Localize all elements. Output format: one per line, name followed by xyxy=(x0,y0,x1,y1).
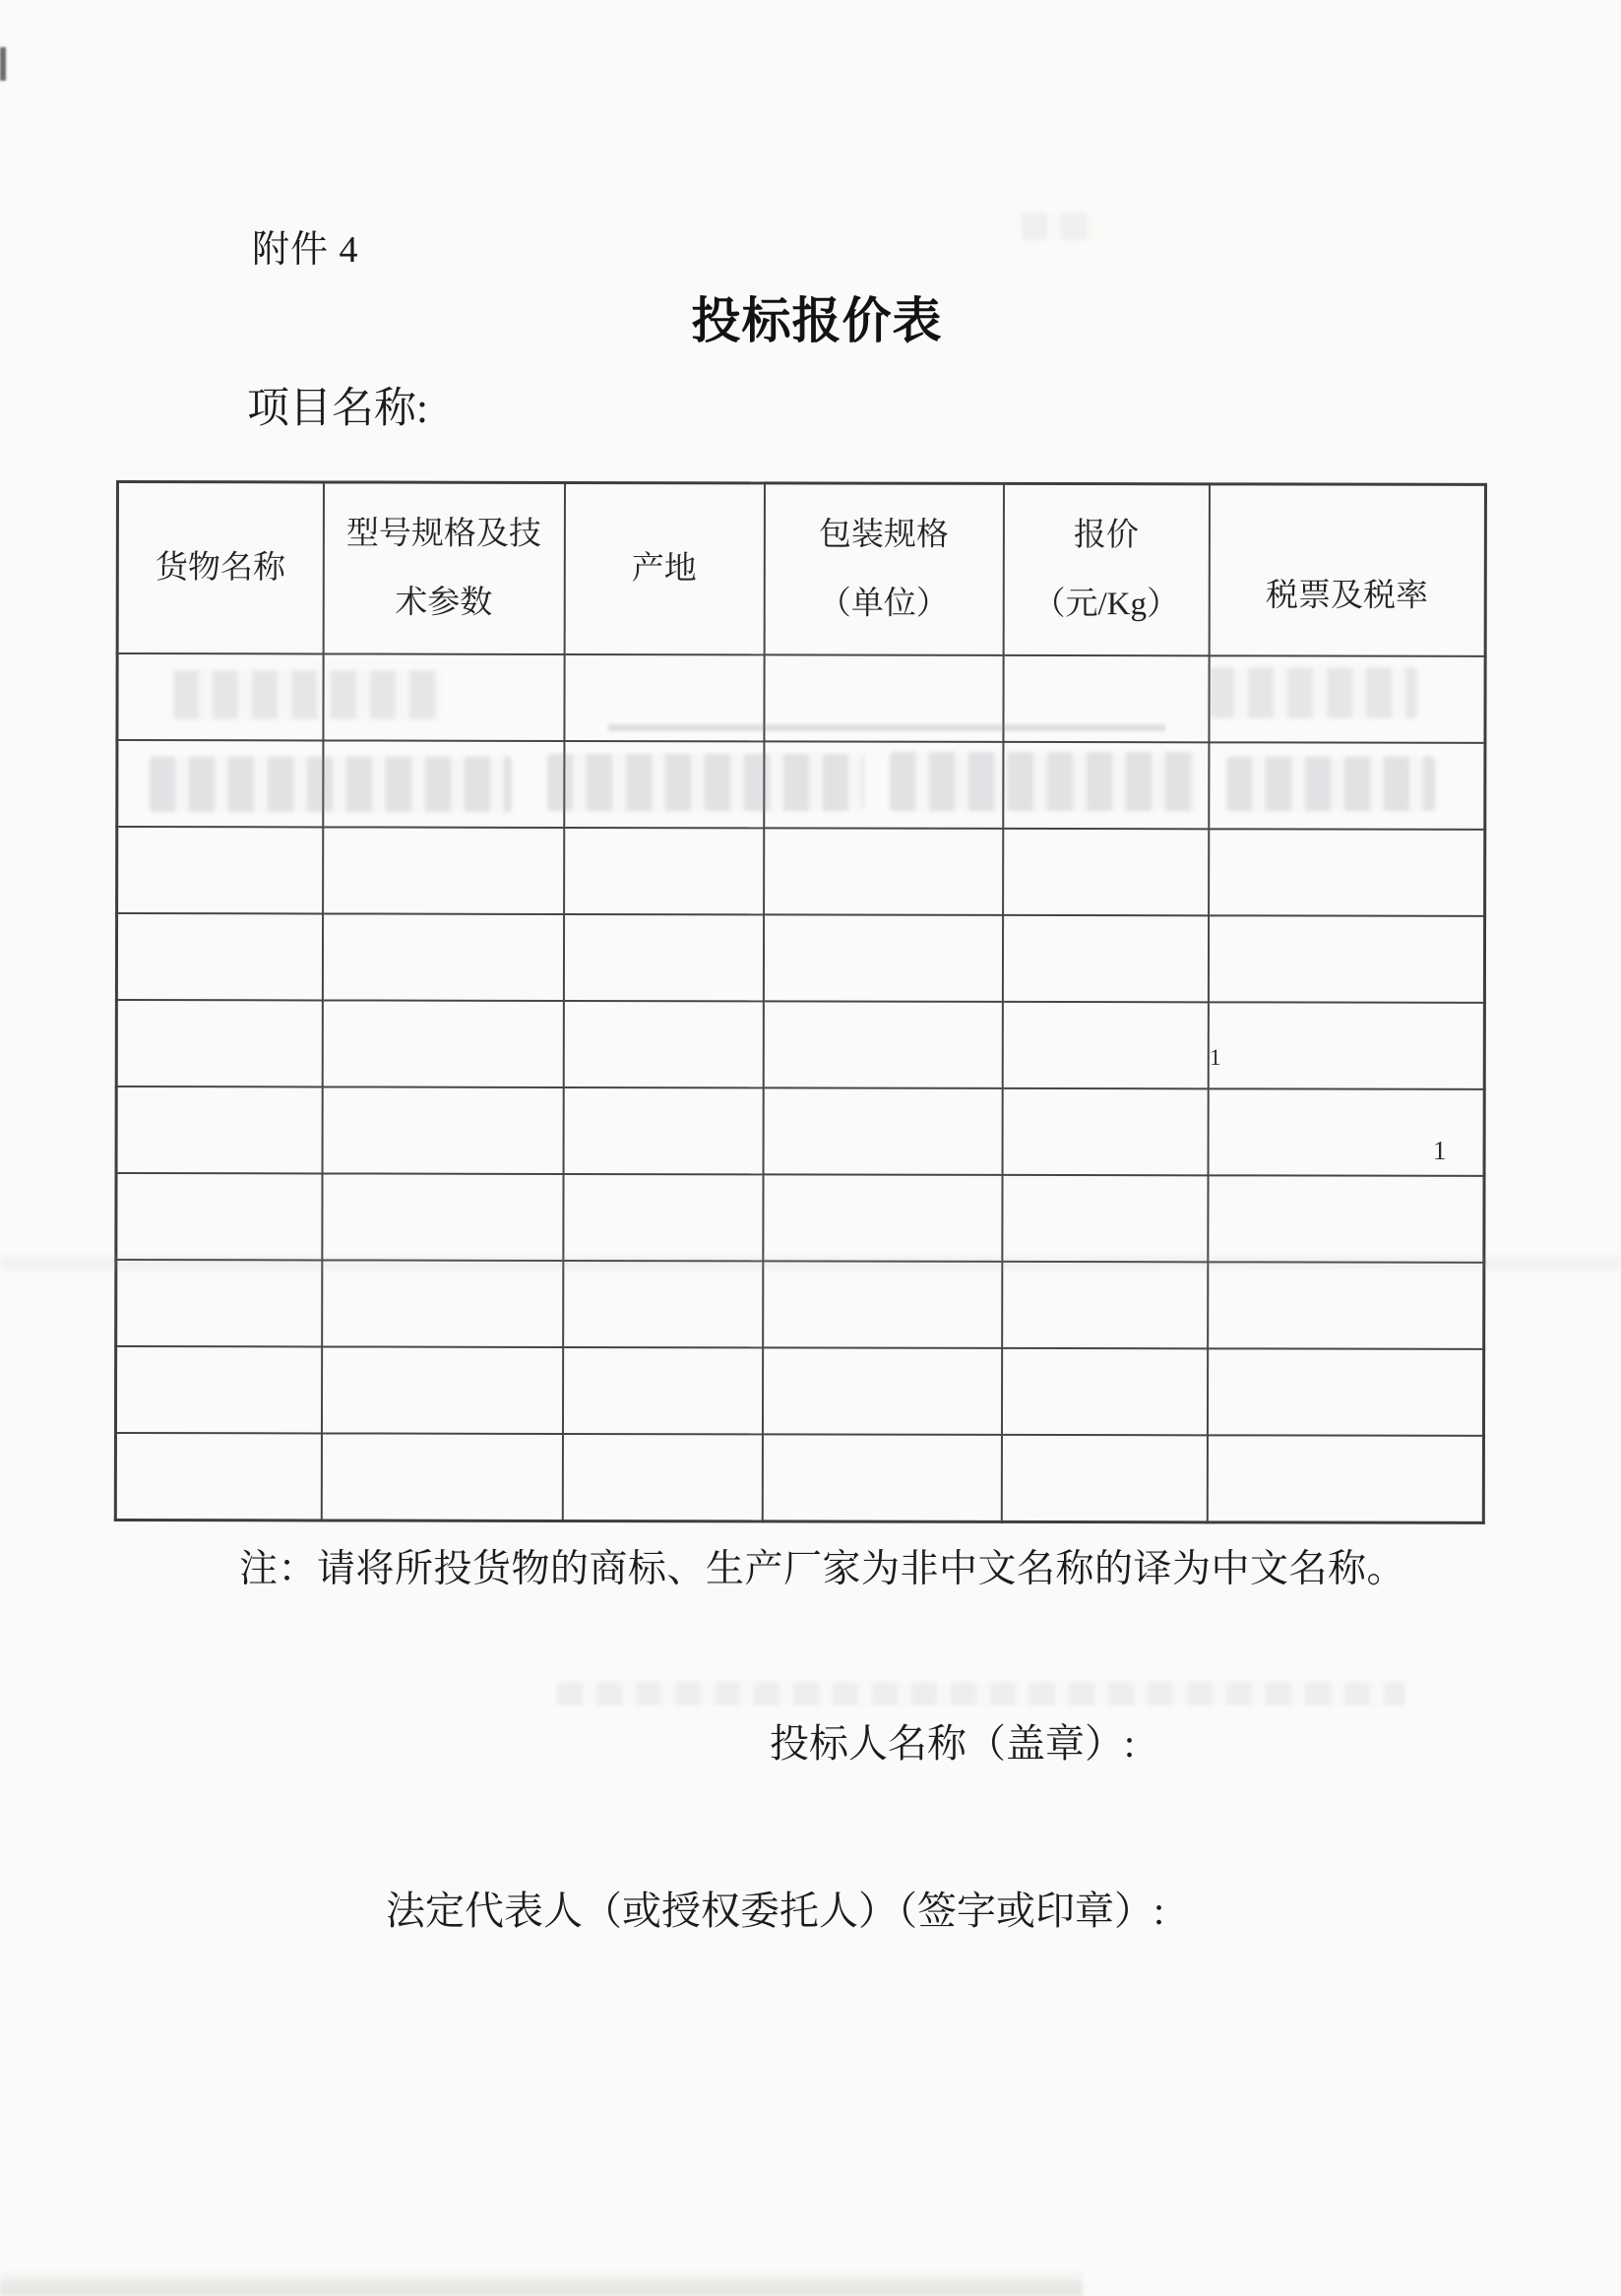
header-price xyxy=(1003,483,1209,654)
header-model-spec xyxy=(323,482,564,654)
note-text: 注：请将所投货物的商标、生产厂家为非中文名称的译为中文名称。 xyxy=(239,1548,1406,1590)
table-cell xyxy=(321,1433,562,1520)
table-row xyxy=(115,1433,1483,1522)
table-cell xyxy=(1001,1347,1207,1434)
header-label-line1: 包装规格 xyxy=(818,517,949,553)
table-row xyxy=(116,913,1484,1003)
table-cell xyxy=(563,1086,763,1173)
scan-edge-mark xyxy=(0,47,6,81)
table-cell xyxy=(763,1087,1002,1175)
header-label-line2: （元/Kg） xyxy=(1032,586,1180,623)
table-cell xyxy=(116,913,322,1000)
table-cell xyxy=(322,913,563,1001)
table-cell xyxy=(563,1173,763,1260)
table-cell xyxy=(1207,1348,1483,1436)
table-cell xyxy=(115,1433,321,1520)
attachment-label: 附件 4 xyxy=(252,229,359,271)
table-cell xyxy=(1003,828,1209,914)
table-cell xyxy=(116,1260,322,1346)
table-cell xyxy=(1002,1261,1208,1347)
header-label-line1: 型号规格及技 xyxy=(345,516,541,552)
header-label-line1: 报价 xyxy=(1073,517,1139,553)
table-row xyxy=(116,1173,1484,1263)
table-cell xyxy=(1208,915,1484,1003)
table-cell xyxy=(564,827,764,913)
table-cell xyxy=(1001,1434,1207,1521)
header-label-line2: （单位） xyxy=(818,586,949,622)
ghost-bleed-artifact xyxy=(1209,667,1417,718)
table-cell xyxy=(1002,1174,1208,1261)
table-cell xyxy=(323,827,564,914)
quotation-table-container xyxy=(114,480,1487,1523)
header-tax xyxy=(1209,484,1485,656)
table-cell xyxy=(115,1346,321,1433)
table-cell xyxy=(117,827,323,913)
table-cell xyxy=(762,1347,1001,1435)
table-header-row xyxy=(117,482,1485,656)
table-cell xyxy=(116,1000,322,1086)
project-name-label: 项目名称: xyxy=(247,386,428,432)
stray-mark: 1 xyxy=(1210,1045,1221,1070)
scan-band-artifact xyxy=(0,1256,1621,1270)
scan-shadow xyxy=(0,2269,1083,2296)
legal-representative-label: 法定代表人（或授权委托人）（签字或印章）: xyxy=(386,1889,1165,1933)
ghost-bleed-artifact xyxy=(1022,213,1092,240)
table-cell xyxy=(321,1346,562,1434)
table-cell xyxy=(562,1433,762,1520)
ghost-bleed-artifact xyxy=(557,1682,1405,1706)
header-goods-name xyxy=(117,482,323,653)
table-cell xyxy=(562,1346,762,1433)
table-row xyxy=(116,1000,1484,1089)
table-cell xyxy=(1002,1001,1208,1087)
header-origin xyxy=(564,482,764,653)
table-cell xyxy=(763,1001,1002,1088)
table-cell xyxy=(563,913,763,1000)
table-cell xyxy=(322,1000,563,1087)
bidder-name-label: 投标人名称（盖章）: xyxy=(770,1721,1136,1766)
table-row xyxy=(116,1086,1484,1176)
page-title: 投标报价表 xyxy=(691,293,943,348)
table-cell xyxy=(322,1173,563,1261)
table-cell xyxy=(116,1173,322,1260)
table-cell xyxy=(1208,1002,1484,1089)
table-cell xyxy=(763,914,1002,1002)
ghost-bleed-artifact xyxy=(173,670,441,719)
table-cell xyxy=(764,828,1003,915)
table-cell xyxy=(762,1434,1001,1521)
table-row xyxy=(116,1260,1484,1349)
table-cell xyxy=(1002,914,1208,1001)
ghost-bleed-artifact xyxy=(150,757,512,812)
header-label: 产地 xyxy=(631,550,697,587)
ghost-bleed-artifact xyxy=(547,754,864,811)
stray-mark: 1 xyxy=(1433,1136,1447,1165)
header-packaging xyxy=(764,483,1003,655)
header-label: 税票及税率 xyxy=(1265,578,1429,614)
header-label: 货物名称 xyxy=(156,549,286,587)
ghost-bleed-artifact xyxy=(608,724,1165,731)
table-cell xyxy=(1208,1175,1484,1263)
table-row xyxy=(117,827,1485,916)
table-cell xyxy=(563,1260,763,1346)
table-cell xyxy=(1208,1262,1484,1349)
table-row xyxy=(115,1346,1483,1436)
quotation-table xyxy=(114,480,1487,1523)
table-cell xyxy=(1002,1087,1208,1174)
header-label-line2: 术参数 xyxy=(395,585,493,621)
table-cell xyxy=(563,1000,763,1086)
table-cell xyxy=(322,1086,563,1174)
table-cell xyxy=(1207,1435,1483,1522)
table-cell xyxy=(116,1086,322,1173)
table-cell xyxy=(322,1260,563,1347)
table-cell xyxy=(763,1261,1002,1348)
table-cell xyxy=(763,1174,1002,1262)
ghost-bleed-artifact xyxy=(1226,757,1435,811)
table-cell xyxy=(1209,829,1485,916)
ghost-bleed-artifact xyxy=(890,752,1197,811)
